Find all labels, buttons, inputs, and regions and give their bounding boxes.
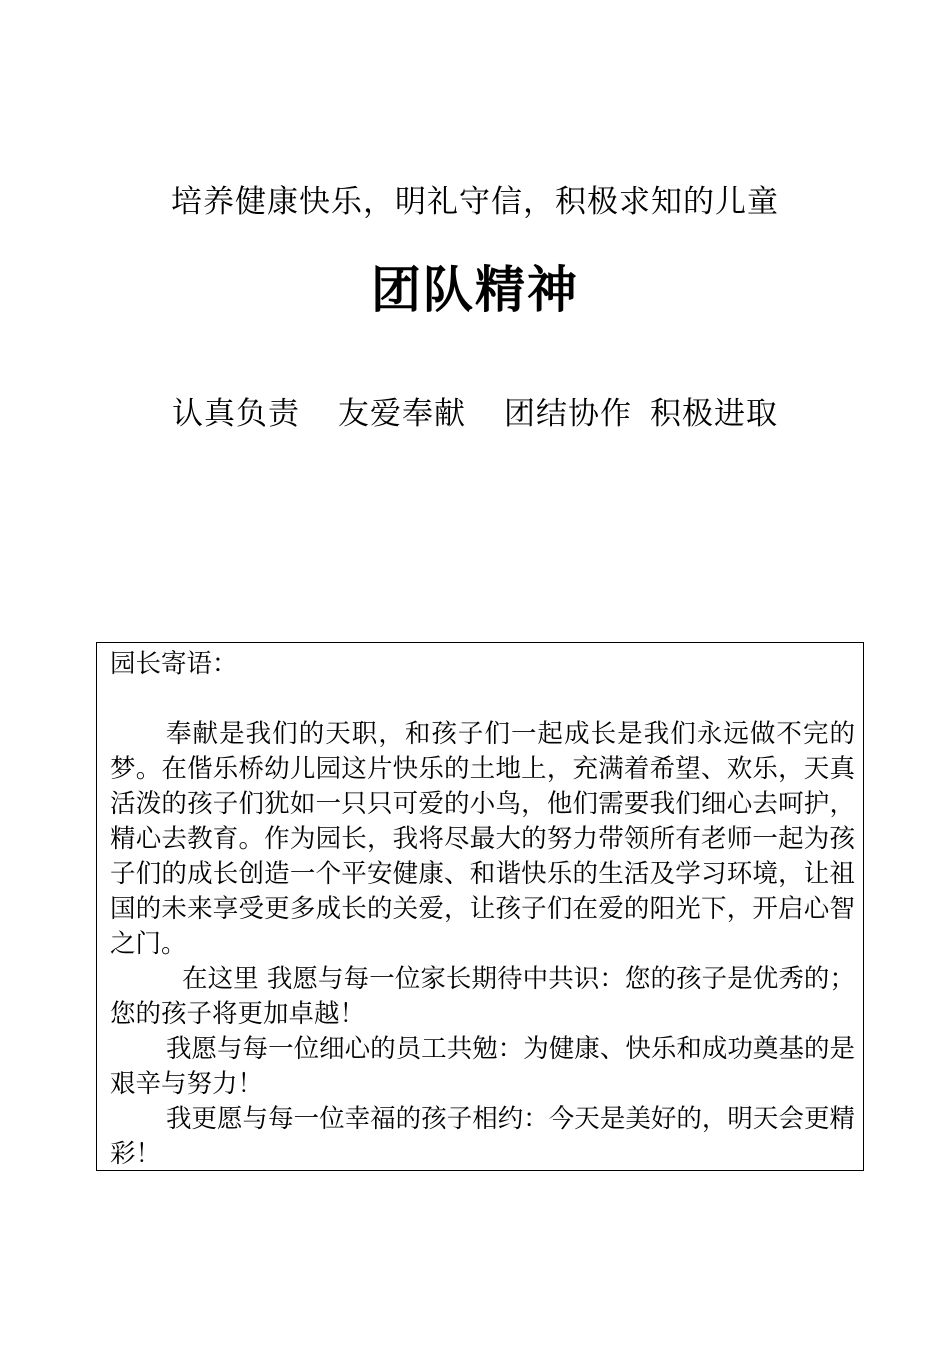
message-paragraph: 在这里 我愿与每一位家长期待中共识：您的孩子是优秀的；您的孩子将更加卓越！ [110, 964, 855, 1029]
team-value-item: 认真负责 [172, 396, 300, 432]
principal-message-box [96, 642, 864, 1171]
principal-message-heading: 园长寄语： [110, 649, 238, 679]
blank-line [110, 682, 855, 717]
message-paragraph: 我更愿与每一位幸福的孩子相约：今天是美好的，明天会更精彩！ [110, 1104, 855, 1169]
team-values-row [0, 392, 950, 436]
team-value-item: 积极进取 [650, 396, 778, 432]
school-motto: 培养健康快乐，明礼守信，积极求知的儿童 [171, 184, 779, 220]
team-value-item: 友爱奉献 [338, 396, 466, 432]
message-paragraph: 我愿与每一位细心的员工共勉：为健康、快乐和成功奠基的是艰辛与努力！ [110, 1034, 855, 1099]
message-paragraph: 奉献是我们的天职，和孩子们一起成长是我们永远做不完的梦。在偕乐桥幼儿园这片快乐的土地上，充满着希望、欢乐，天真活泼的孩子们犹如一只只可爱的小鸟，他们需要我们细心去呵护，精心去教育。作为园长，我将尽最大的努力带领所有老师一起为孩子们的成长创造一个平安健康、和谐快乐的生活及学习环境，让祖国的未来享受更多成长的关爱，让孩子们在爱的阳光下，开启心智之门。 [110, 719, 855, 959]
team-spirit-title: 团队精神 [371, 261, 579, 319]
team-value-item: 团结协作 [504, 396, 632, 432]
